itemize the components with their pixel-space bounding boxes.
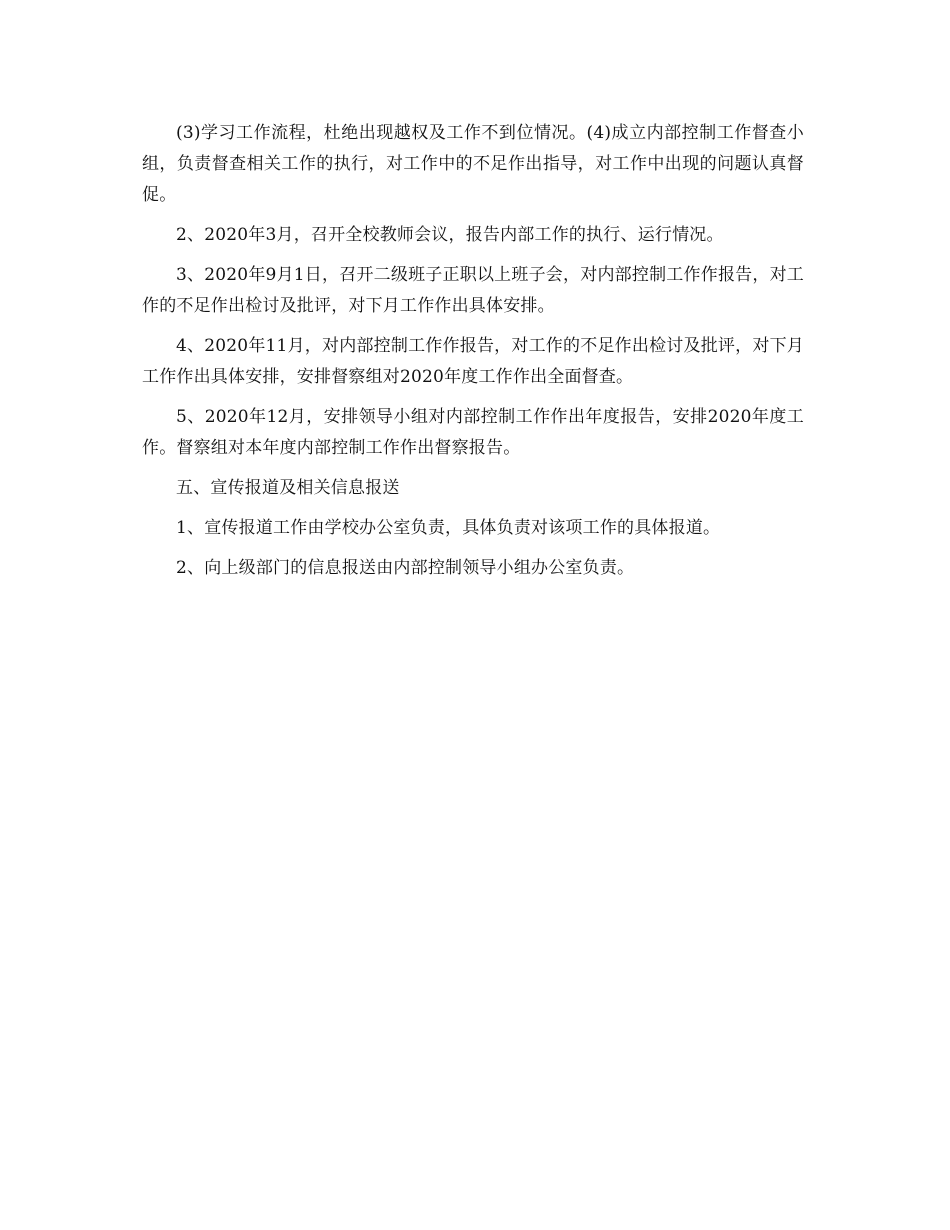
paragraph-item-4: 4、2020年11月，对内部控制工作作报告，对工作的不足作出检讨及批评，对下月工作作出具体安排，安排督察组对2020年度工作作出全面督查。 [142,336,804,387]
paragraph-publicity-2: 2、向上级部门的信息报送由内部控制领导小组办公室负责。 [176,558,635,578]
document-body [142,118,804,593]
paragraph-publicity-1: 1、宣传报道工作由学校办公室负责，具体负责对该项工作的具体报道。 [176,518,721,538]
paragraph-item-3: 3、2020年9月1日，召开二级班子正职以上班子会，对内部控制工作作报告，对工作的不足作出检讨及批评，对下月工作作出具体安排。 [142,265,804,316]
section-heading-publicity: 五、宣传报道及相关信息报送 [176,478,400,498]
paragraph-item-5: 5、2020年12月，安排领导小组对内部控制工作作出年度报告，安排2020年度工作。督察组对本年度内部控制工作作出督察报告。 [142,407,804,458]
paragraph-study-workflow: (3)学习工作流程，杜绝出现越权及工作不到位情况。(4)成立内部控制工作督查小组，负责督查相关工作的执行，对工作中的不足作出指导，对工作中出现的问题认真督促。 [142,123,804,205]
paragraph-item-2: 2、2020年3月，召开全校教师会议，报告内部工作的执行、运行情况。 [176,225,724,245]
